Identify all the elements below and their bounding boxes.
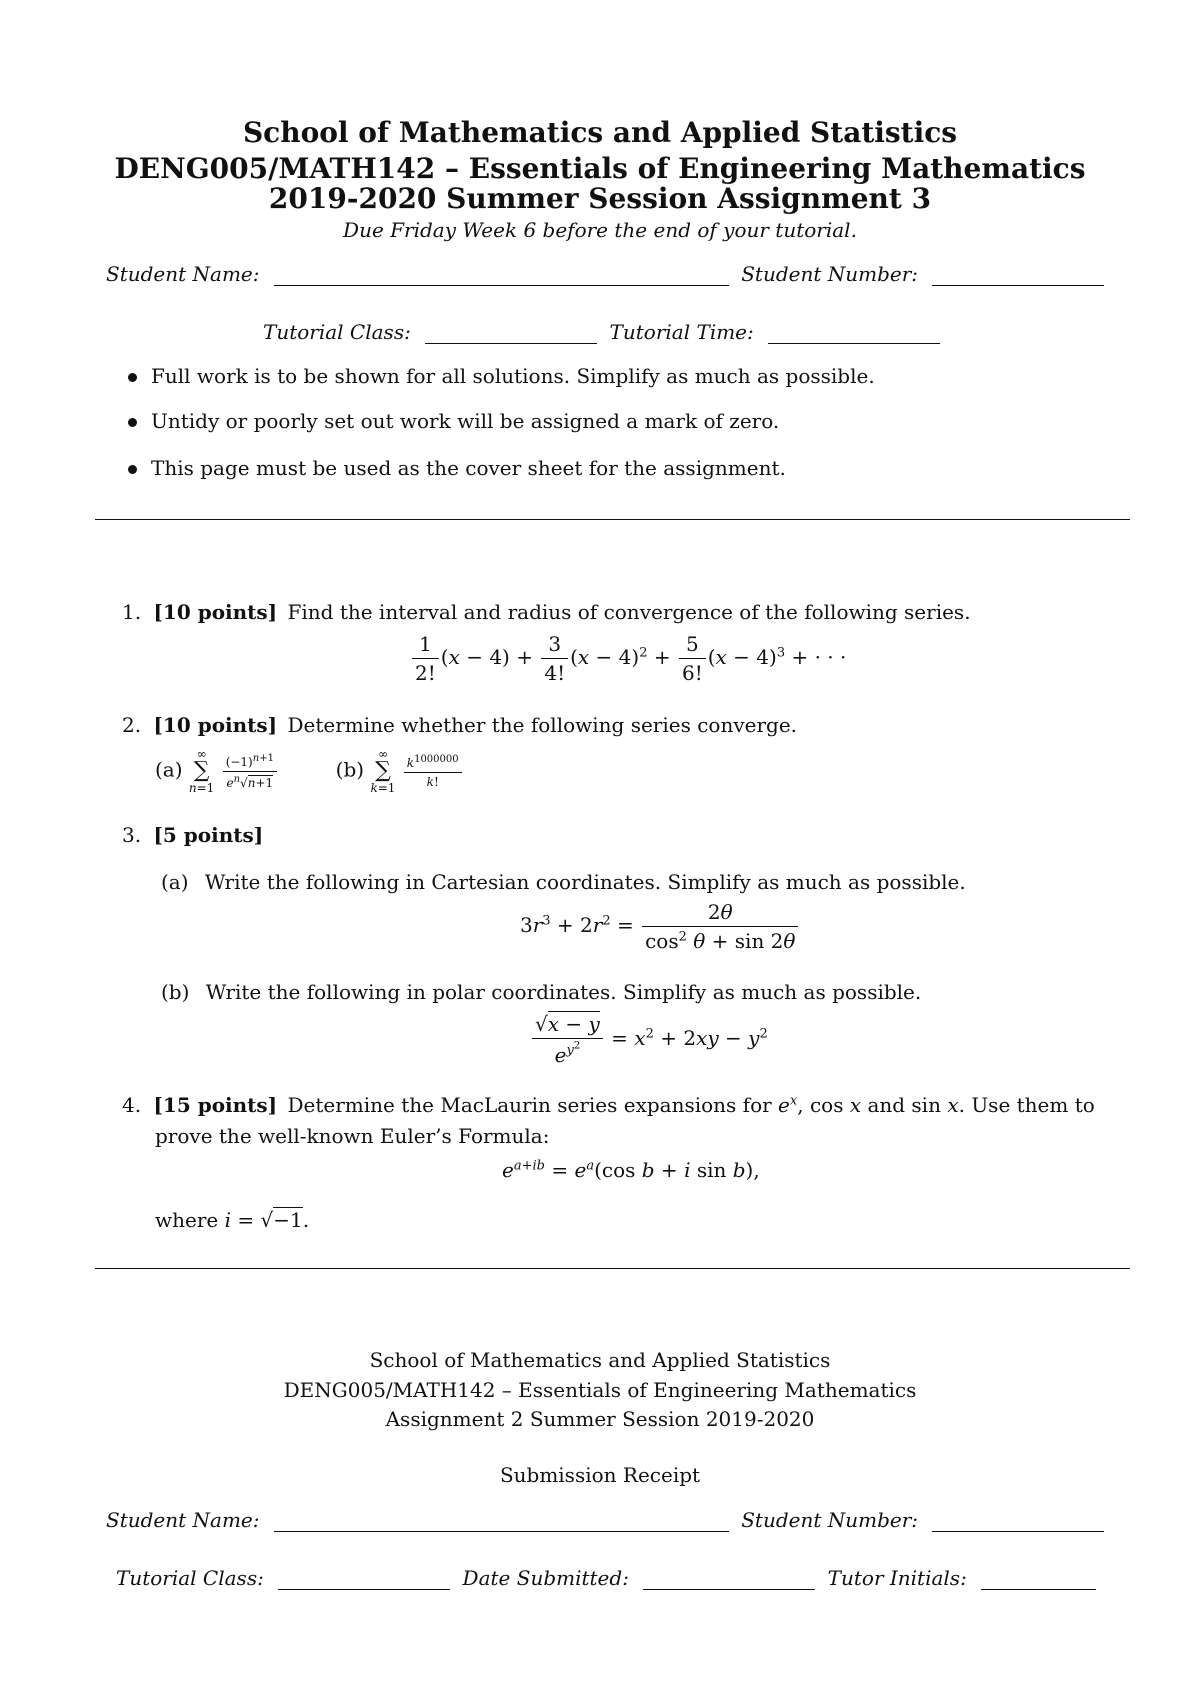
q4-where: where i = √−1. <box>155 1208 310 1232</box>
divider <box>95 1268 1130 1269</box>
receipt-student-number-field[interactable] <box>932 1509 1104 1532</box>
question-2: 2. [10 points] Determine whether the following series converge. <box>122 713 798 737</box>
tutorial-class-label: Tutorial Class: <box>263 320 411 344</box>
q4-euler-formula: $e^{a+ib} = e^a(\cos$ b + i sin b), <box>502 1158 760 1182</box>
receipt-student-name-field[interactable] <box>274 1509 729 1532</box>
question-3: 3. [5 points] <box>122 823 264 847</box>
session-title: 2019-2020 Summer Session Assignment 3 <box>268 182 932 215</box>
receipt-tutor-initials-field[interactable] <box>981 1567 1096 1590</box>
student-number-field[interactable] <box>932 263 1104 286</box>
q2a-fraction: $\frac{(-1)^{n+1}}{e^n√n+1}$ <box>223 753 277 790</box>
due-date: Due Friday Week 6 before the end of your tutorial. <box>343 218 857 242</box>
q3b-formula: $\frac{√x - y}{e^{y^2}}$ = $x^2 + 2xy - y^2$ <box>530 1012 768 1067</box>
bullet-icon <box>128 373 137 382</box>
q3a-formula: $3r^3 + 2r^2$ = $\frac{2\theta}{\cos^2 \theta + \sin 2\theta}$ <box>520 900 800 953</box>
divider <box>95 519 1130 520</box>
receipt-tutor-initials-label: Tutor Initials: <box>827 1566 967 1590</box>
q2-points: [10 points] <box>153 713 278 737</box>
student-name-label: Student Name: <box>106 262 260 286</box>
q2-part-b-label: (b) <box>335 757 365 782</box>
receipt-date-submitted-label: Date Submitted: <box>462 1566 629 1590</box>
receipt-session: Assignment 2 Summer Session 2019-2020 <box>385 1407 815 1431</box>
receipt-course: DENG005/MATH142 – Essentials of Engineering Mathematics <box>283 1378 917 1402</box>
receipt-student-row <box>106 1508 1104 1532</box>
q2a-sum: ∞ ∑ n=1 <box>188 747 215 795</box>
student-name-field[interactable] <box>274 263 729 286</box>
q1-series-formula: $\frac{1}{2!}$ (x − 4) + $\frac{3}{4!}$ $(x - 4)^2$ + $\frac{5}{6!}$ $(x - 4)^3$ + · · · <box>410 632 846 685</box>
q4-points: [15 points] <box>153 1093 278 1117</box>
receipt-tutorial-class-field[interactable] <box>278 1567 450 1590</box>
tutorial-time-label: Tutorial Time: <box>609 320 754 344</box>
instruction-item: Untidy or poorly set out work will be assigned a mark of zero. <box>128 409 779 433</box>
instruction-item: This page must be used as the cover sheet for the assignment. <box>128 456 786 480</box>
q2-parts <box>155 748 464 794</box>
question-4: 4. [15 points] Determine the MacLaurin series expansions for $e^x$, cos x and sin x. Use them to <box>122 1093 1095 1117</box>
receipt-tutorial-row <box>116 1566 1096 1590</box>
q2b-fraction: $\frac{k^{1000000}}{k!}$ <box>404 754 462 789</box>
receipt-tutorial-class-label: Tutorial Class: <box>116 1566 264 1590</box>
course-title: DENG005/MATH142 – Essentials of Engineering Mathematics <box>114 152 1086 185</box>
q1-points: [10 points] <box>153 600 278 624</box>
q4-line-2: prove the well-known Euler’s Formula: <box>155 1124 550 1148</box>
q2b-sum: ∞ ∑ k=1 <box>370 747 396 795</box>
receipt-student-number-label: Student Number: <box>741 1508 919 1532</box>
student-number-label: Student Number: <box>741 262 919 286</box>
receipt-title: Submission Receipt <box>499 1463 701 1487</box>
receipt-date-submitted-field[interactable] <box>643 1567 815 1590</box>
tutorial-class-field[interactable] <box>425 321 597 344</box>
bullet-icon <box>128 465 137 474</box>
q2-part-a-label: (a) <box>155 757 183 782</box>
question-1: 1. [10 points] Find the interval and radius of convergence of the following series. <box>122 600 971 624</box>
receipt-school: School of Mathematics and Applied Statistics <box>369 1348 831 1372</box>
q3-part-b: (b) Write the following in polar coordinates. Simplify as much as possible. <box>161 980 922 1004</box>
tutorial-time-field[interactable] <box>768 321 940 344</box>
receipt-student-name-label: Student Name: <box>106 1508 260 1532</box>
student-name-row <box>106 262 1104 286</box>
school-title: School of Mathematics and Applied Statistics <box>242 116 958 149</box>
bullet-icon <box>128 418 137 427</box>
instruction-item: Full work is to be shown for all solutions. Simplify as much as possible. <box>128 364 875 388</box>
tutorial-row <box>263 320 940 344</box>
q3-points: [5 points] <box>153 823 264 847</box>
q3-part-a: (a) Write the following in Cartesian coordinates. Simplify as much as possible. <box>161 870 966 894</box>
